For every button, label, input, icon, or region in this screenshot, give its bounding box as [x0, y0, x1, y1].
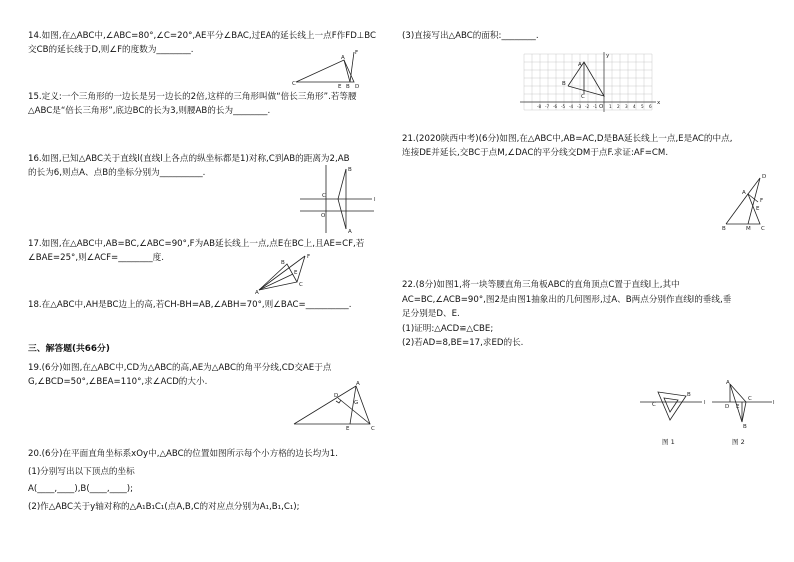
label-l: l [704, 400, 706, 406]
q20-line: 20.(6分)在平面直角坐标系xOy中,△ABC的位置如图所示每个小方格的边长均为1. [28, 449, 338, 459]
question-20-part3 [402, 29, 539, 43]
fig2-caption: 图 2 [732, 438, 745, 446]
q15-line: △ABC是“倍长三角形”,底边BC的长为3,则腰AB的长为________. [28, 106, 271, 116]
q19-line: G,∠BCD=50°,∠BEA=110°,求∠ACD的大小. [28, 377, 208, 387]
label-a: A [341, 55, 345, 61]
q19-line: 19.(6分)如图,在△ABC中,CD为△ABC的高,AE为△ABC的角平分线,CD交AE于点 [28, 363, 332, 373]
q15-line: 15.定义:一个三角形的一边长是另一边长的2倍,这样的三角形叫做“倍长三角形”.若等腰 [28, 92, 357, 102]
x-tick-label: -5 [561, 104, 566, 109]
label-g: G [354, 400, 359, 406]
section-heading: 三、解答题(共66分) [28, 344, 110, 354]
label-b: B [562, 81, 566, 87]
x-tick-label: 6 [649, 104, 652, 109]
q20-3-line: (3)直接写出△ABC的面积:________. [402, 31, 539, 41]
label-c: C [652, 402, 656, 408]
q16-line: 的长为6,则点A、点B的坐标分别为__________. [28, 168, 206, 178]
label-a: A [742, 190, 746, 196]
label-c: C [581, 94, 585, 100]
label-f: F [307, 254, 311, 260]
question-19 [28, 361, 331, 389]
label-e: E [346, 426, 350, 432]
label-f: F [760, 198, 764, 204]
triangle-abc [294, 386, 370, 424]
line-cf [297, 256, 305, 282]
q20-line: (2)作△ABC关于y轴对称的△A₁B₁C₁(点A,B,C的对应点分别为A₁,B₁,C₁); [28, 501, 300, 512]
label-d: D [334, 393, 339, 399]
figure-20-grid [520, 52, 660, 114]
label-c: C [322, 193, 326, 199]
label-a: A [356, 381, 360, 387]
label-c: C [371, 426, 375, 432]
label-b: B [687, 392, 691, 398]
label-d: D [725, 404, 730, 410]
x-tick-label: -6 [553, 104, 558, 109]
figure-16 [300, 165, 380, 233]
label-c: C [761, 226, 765, 232]
q18-line: 18.在△ABC中,AH是BC边上的高,若CH-BH=AB,∠ABH=70°,则∠BAC=__________. [28, 300, 352, 310]
q21-line: 连接DE并延长,交BC于点M,∠DAC的平分线交DM于点F.求证:AF=CM. [402, 148, 669, 158]
label-b: B [346, 84, 350, 90]
q22-line: (1)证明:△ACD≌△CBE; [402, 323, 494, 334]
q16-line: 16.如图,已知△ABC关于直线l(直线l上各点的纵坐标都是1)对称,C到AB的距离为2,AB [28, 154, 350, 164]
label-l: l [773, 400, 775, 406]
x-tick-label: 5 [641, 104, 644, 109]
label-e: E [756, 206, 760, 212]
x-tick-label: -4 [569, 104, 574, 109]
x-tick-label: -1 [593, 104, 598, 109]
label-o: O [599, 104, 604, 110]
label-b: B [722, 226, 726, 232]
figure-22-2 [712, 380, 778, 448]
label-a: A [726, 380, 730, 386]
line-ae [259, 274, 293, 290]
q14-line: 14.如图,在△ABC中,∠ABC=80°,∠C=20°,AE平分∠BAC,过EA的延长线上一点F作FD⊥BC [28, 31, 377, 41]
label-l: l [374, 197, 376, 203]
label-a: A [255, 290, 259, 296]
figure-17 [255, 252, 315, 294]
q20-line: A(____,____),B(____,____); [28, 484, 134, 494]
figure-19 [290, 380, 375, 430]
q22-line: 足分别是D、E. [402, 309, 460, 319]
x-tick-label: 3 [625, 104, 628, 109]
label-b: B [281, 260, 285, 266]
q17-line: ∠BAE=25°,则∠ACF=________度. [28, 253, 164, 263]
x-tick-label: -8 [537, 104, 542, 109]
label-c: C [299, 282, 303, 288]
set-square [658, 392, 686, 420]
label-a: A [348, 229, 352, 235]
q14-line: 交CB的延长线于D,则∠F的度数为________. [28, 45, 194, 55]
triangle-abc [730, 384, 746, 422]
label-y: y [606, 53, 610, 59]
q17-line: 17.如图,在△ABC中,AB=BC,∠ABC=90°,F为AB延长线上一点,点E在BC上,且AE=CF,若 [28, 239, 365, 249]
x-tick-label: 2 [617, 104, 620, 109]
question-21 [402, 132, 732, 160]
label-d: D [355, 84, 360, 90]
label-e: E [294, 270, 298, 276]
label-c: C [292, 81, 296, 87]
figure-22-1 [640, 388, 710, 448]
q22-line: 22.(8分)如图1,将一块等腰直角三角板ABC的直角顶点C置于直线l上,其中 [402, 280, 680, 290]
fig1-caption: 图 1 [662, 438, 675, 446]
q22-line: AC=BC,∠ACB=90°,图2是由图1抽象出的几何图形,过A、B两点分别作直线l的垂线,垂 [402, 294, 732, 305]
x-tick-label: -7 [545, 104, 550, 109]
label-c: C [748, 396, 752, 402]
label-d: D [762, 174, 767, 180]
question-20 [28, 446, 338, 516]
x-tick-label: -3 [577, 104, 582, 109]
label-m: M [746, 226, 751, 232]
x-tick-label: -2 [585, 104, 590, 109]
question-22 [402, 278, 731, 351]
label-f: F [355, 50, 359, 56]
right-angle-mark [336, 400, 341, 403]
label-x: x [657, 100, 661, 106]
x-tick-label: 4 [633, 104, 636, 109]
triangle-abc [568, 62, 604, 96]
question-18 [28, 298, 351, 312]
label-b: B [348, 167, 352, 173]
label-o: O [321, 213, 326, 219]
q22-line: (2)若AD=8,BE=17,求ED的长. [402, 338, 524, 348]
figure-21 [718, 172, 778, 230]
q20-line: (1)分别写出以下顶点的坐标 [28, 466, 135, 477]
label-e: E [338, 84, 342, 90]
label-a: A [578, 62, 582, 68]
x-tick-label: 1 [609, 104, 612, 109]
label-b: B [743, 424, 747, 430]
figure-14 [292, 50, 360, 90]
line-dm [748, 178, 760, 224]
question-15 [28, 90, 357, 118]
q21-line: 21.(2020陕西中考)(6分)如图,在△ABC中,AB=AC,D是BA延长线上一点,E是AC的中点, [402, 134, 733, 144]
label-e: E [736, 404, 740, 410]
